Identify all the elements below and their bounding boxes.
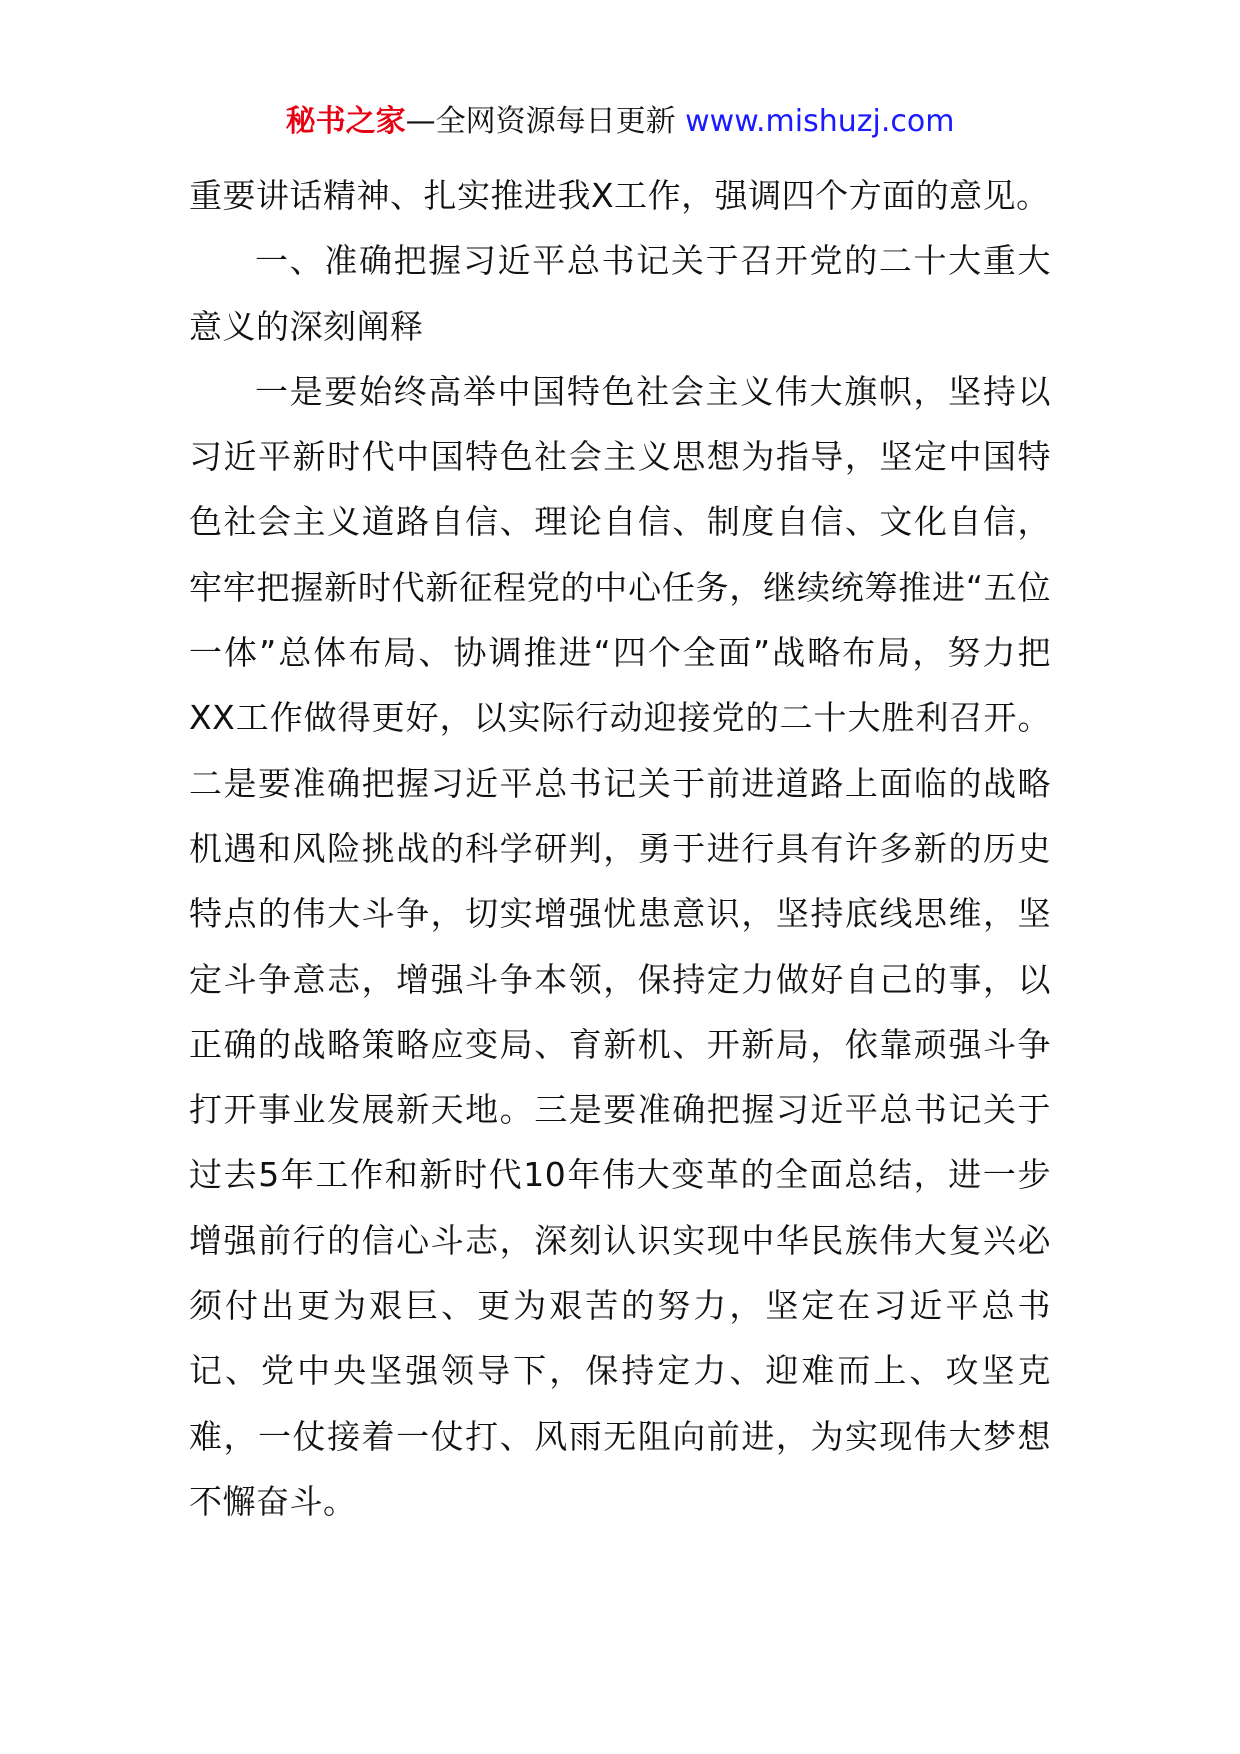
section-heading: 一、准确把握习近平总书记关于召开党的二十大重大意义的深刻阐释 [189,241,1051,346]
header-tagline: —全网资源每日更新 [405,104,686,139]
site-url-link[interactable]: www.mishuzj.com [685,104,955,139]
body-paragraph: 一是要始终高举中国特色社会主义伟大旗帜，坚持以习近平新时代中国特色社会主义思想为指导，坚定中国特色社会主义道路自信、理论自信、制度自信、文化自信，牢牢把握新时代新征程党的中心任务，继续统筹推进“五位一体”总体布局、协调推进“四个全面”战略布局，努力把XX工作做得更好，以实际行动迎接党的二十大胜利召开。二是要准确把握习近平总书记关于前进道路上面临的战略机遇和风险挑战的科学研判，勇于进行具有许多新的历史特点的伟大斗争，切实增强忧患意识，坚持底线思维，坚定斗争意志，增强斗争本领，保持定力做好自己的事，以正确的战略策略应变局、育新机、开新局，依靠顽强斗争打开事业发展新天地。三是要准确把握习近平总书记关于过去5年工作和新时代10年伟大变革的全面总结，进一步增强前行的信心斗志，深刻认识实现中华民族伟大复兴必须付出更为艰巨、更为艰苦的努力，坚定在习近平总书记、党中央坚强领导下，保持定力、迎难而上、攻坚克难，一仗接着一仗打、风雨无阻向前进，为实现伟大梦想不懈奋斗。 [189,371,1051,1521]
brand-name: 秘书之家 [285,104,406,139]
site-header [0,100,1240,144]
document-body [189,163,1051,1534]
intro-text: 重要讲话精神、扎实推进我X工作，强调四个方面的意见。 [189,176,1050,215]
